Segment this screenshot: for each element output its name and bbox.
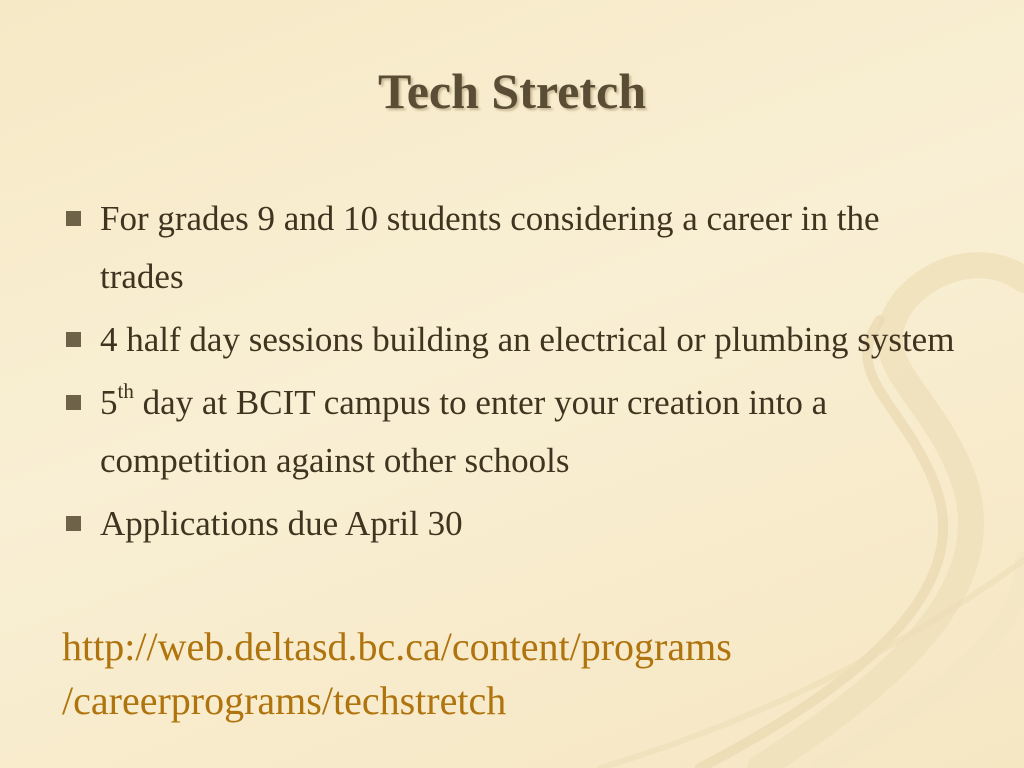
url-line-2[interactable]: /careerprograms/techstretch [62,678,507,723]
bullet-item [62,495,962,553]
slide-title: Tech Stretch [377,63,647,119]
bullet-number: 5 [100,383,118,422]
square-bullet-icon [66,332,81,347]
square-bullet-icon [66,211,81,226]
square-bullet-icon [66,395,81,410]
bullet-text: Applications due April 30 [100,504,463,543]
bullet-item [62,374,962,490]
bullet-superscript: th [117,379,134,403]
program-url[interactable] [62,620,962,728]
square-bullet-icon [66,516,81,531]
bullet-text: day at BCIT campus to enter your creation into a competition against other schools [100,383,828,480]
bullet-item [62,190,962,306]
bullet-item [62,311,962,369]
bullet-list [62,190,962,558]
bullet-text: 4 half day sessions building an electrical or plumbing system [100,320,955,359]
url-line-1[interactable]: http://web.deltasd.bc.ca/content/programs [62,624,732,669]
bullet-text: For grades 9 and 10 students considering a career in the trades [100,199,880,296]
